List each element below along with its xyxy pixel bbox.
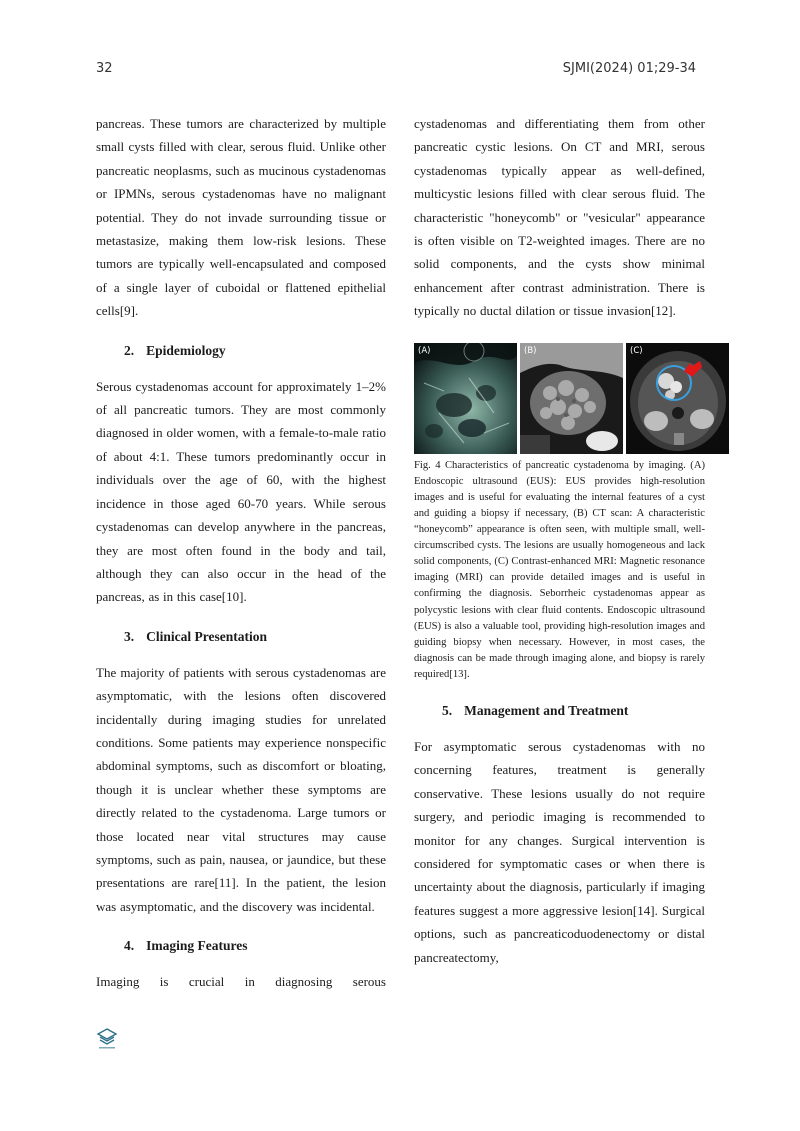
section-number: 2. — [124, 342, 135, 358]
right-column — [414, 112, 705, 969]
section-heading-epidemiology — [96, 342, 386, 360]
management-paragraph: For asymptomatic serous cystadenomas with no concerning features, treatment is generally conservative. These lesions usually do not require surgery, and periodic imaging is recommended to monitor for any changes. Surgical intervention is considered for symptomatic cases or when there is uncertainty about the diagnosis, particularly if imaging features suggest a more aggressive lesion[14]. Surgical options, such as pancreaticoduodenectomy or distal pancreatectomy, — [414, 738, 705, 965]
section-title: Imaging Features — [146, 938, 248, 954]
section-title: Epidemiology — [146, 342, 226, 358]
section-number: 5. — [442, 702, 453, 718]
figure-4-caption: Fig. 4 Characteristics of pancreatic cystadenoma by imaging. (A) Endoscopic ultrasound (EUS): EUS provides high-resolution images and is useful for evaluating the internal features of a cyst and guiding a biopsy if necessary, (B) CT scan: A characteristic “honeycomb” appearance is often seen, with multiple small, well-circumscribed cysts. The lesions are usually homogeneous and lack solid components, (C) Contrast-enhanced MRI: Magnetic resonance imaging (MRI) can provide detailed images and is useful in confirming the diagnosis. Seborrheic cystadenomas appear as polycystic lesions with clear fluid contents. Endoscopic ultrasound (EUS) is also a valuable tool, providing high-resolution images and guiding biopsy when necessary. However, in most cases, the diagnosis can be made through imaging alone, and biopsy is rarely required[13]. — [414, 459, 705, 680]
journal-logo-icon — [96, 1027, 118, 1051]
ct-scan-graphic — [520, 343, 623, 454]
left-column — [96, 112, 386, 994]
panel-label-a: (A) — [418, 345, 431, 356]
intro-paragraph: pancreas. These tumors are characterized by multiple small cysts filled with clear, serous fluid. Unlike other pancreatic neoplasms, such as mucinous cystadenomas or IPMNs, serous cystadenomas have no malignant potential. They do not invade surrounding tissue or metastasize, making them low-risk lesions. These tumors are typically well-encapsulated and composed of a single layer of cuboidal or flattened epithelial cells[9]. — [96, 116, 386, 319]
journal-reference: SJMI(2024) 01;29-34 — [562, 61, 696, 76]
page-number: 32 — [96, 61, 113, 76]
figure-4-images — [414, 343, 729, 454]
eus-image — [414, 343, 517, 454]
section-heading-imaging-features — [96, 937, 386, 955]
mri-graphic — [626, 343, 729, 454]
eus-ultrasound-graphic — [414, 343, 517, 454]
logo-graphic — [96, 1027, 118, 1051]
ct-image — [520, 343, 623, 454]
panel-label-b: (B) — [524, 345, 537, 356]
section-title: Management and Treatment — [464, 702, 629, 718]
imaging-continued-paragraph: cystadenomas and differentiating them from other pancreatic cystic lesions. On CT and MRI, serous cystadenomas typically appear as well-defined, multicystic lesions filled with clear serous fluid. The characteristic "honeycomb" or "vesicular" appearance is often visible on T2-weighted images. There are no solid components, and the cysts show minimal enhancement after contrast administration. There is typically no ductal dilation or tissue invasion[12]. — [414, 116, 705, 319]
mri-image — [626, 343, 729, 454]
section-number: 3. — [124, 628, 135, 644]
clinical-presentation-paragraph: The majority of patients with serous cystadenomas are asymptomatic, with the lesions often discovered incidentally during imaging studies for unrelated conditions. Some patients may experience nonspecific abdominal symptoms, such as discomfort or bloating, though it is unclear whether these symptoms are directly related to the cystadenoma. Large tumors or those located near vital structures may cause symptoms, such as pain, nausea, or jaundice, but these presentations are rare[11]. In the patient, the lesion was asymptomatic, and the discovery was incidental. — [96, 664, 386, 914]
section-number: 4. — [124, 938, 135, 954]
epidemiology-paragraph: Serous cystadenomas account for approximately 1–2% of all pancreatic tumors. They are most commonly diagnosed in older women, with a female-to-male ratio of about 4:1. These tumors predominantly occur in individuals over the age of 60, with the highest incidence in those aged 60-70 years. While serous cystadenomas can develop anywhere in the pancreas, they are most often found in the body and tail, although they can also occur in the head of the pancreas, as in this case[10]. — [96, 378, 386, 605]
section-title: Clinical Presentation — [146, 628, 267, 644]
imaging-features-paragraph: Imaging is crucial in diagnosing serous — [96, 974, 386, 990]
section-heading-clinical-presentation — [96, 628, 386, 646]
section-heading-management — [414, 702, 705, 720]
panel-label-c: (C) — [630, 345, 643, 356]
